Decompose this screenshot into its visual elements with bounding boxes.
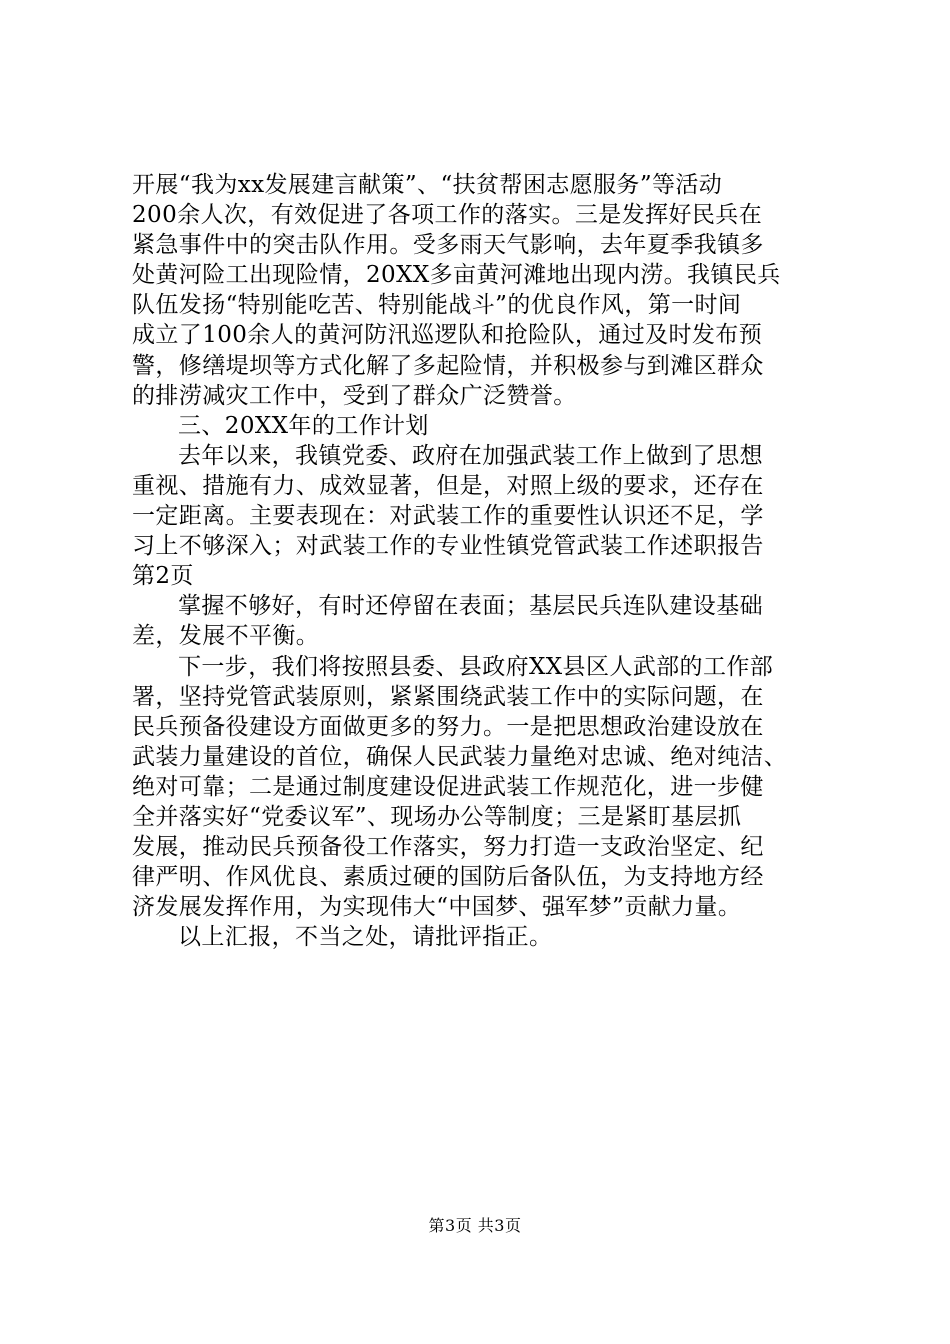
text-line: 发展，推动民兵预备役工作落实，努力打造一支政治坚定、纪	[132, 834, 764, 861]
section-heading: 三、20XX年的工作计划	[178, 412, 429, 439]
text-line: 警，修缮堤坝等方式化解了多起险情，并积极参与到滩区群众	[132, 352, 764, 379]
text-line: 掌握不够好，有时还停留在表面；基层民兵连队建设基础	[178, 593, 763, 620]
text-line: 的排涝减灾工作中，受到了群众广泛赞誉。	[132, 382, 577, 409]
text-line: 民兵预备役建设方面做更多的努力。一是把思想政治建设放在	[132, 713, 764, 740]
text-line: 紧急事件中的突击队作用。受多雨天气影响，去年夏季我镇多	[132, 232, 764, 259]
page-number: 第3页 共3页	[428, 1216, 522, 1235]
text-line: 全并落实好“党委议军”、现场办公等制度；三是紧盯基层抓	[132, 803, 742, 830]
text-line: 去年以来，我镇党委、政府在加强武装工作上做到了思想	[178, 442, 763, 469]
text-line: 队伍发扬“特别能吃苦、特别能战斗”的优良作风，第一时间	[132, 292, 742, 319]
text-line: 成立了100余人的黄河防汛巡逻队和抢险队，通过及时发布预	[132, 322, 763, 349]
text-line: 开展“我为xx发展建言献策”、“扶贫帮困志愿服务”等活动	[132, 172, 723, 198]
closing-line: 以上汇报，不当之处，请批评指正。	[178, 924, 553, 951]
text-line: 济发展发挥作用，为实现伟大“中国梦、强军梦”贡献力量。	[132, 894, 742, 921]
text-line: 200余人次，有效促进了各项工作的落实。三是发挥好民兵在	[132, 202, 763, 229]
text-line: 重视、措施有力、成效显著，但是，对照上级的要求，还存在	[132, 472, 764, 499]
text-line: 律严明、作风优良、素质过硬的国防后备队伍，为支持地方经	[132, 864, 764, 891]
text-line: 习上不够深入；对武装工作的专业性镇党管武装工作述职报告	[132, 533, 764, 560]
text-line: 第2页	[132, 563, 194, 590]
text-line: 差，发展不平衡。	[132, 623, 320, 650]
text-line: 一定距离。主要表现在：对武装工作的重要性认识还不足，学	[132, 503, 764, 530]
page-footer	[0, 1216, 950, 1236]
text-line: 处黄河险工出现险情，20XX多亩黄河滩地出现内涝。我镇民兵	[132, 262, 781, 289]
text-line: 武装力量建设的首位，确保人民武装力量绝对忠诚、绝对纯洁、	[132, 743, 788, 770]
text-line: 下一步，我们将按照县委、县政府XX县区人武部的工作部	[178, 653, 774, 680]
text-line: 署，坚持党管武装原则，紧紧围绕武装工作中的实际问题，在	[132, 683, 764, 710]
text-line: 绝对可靠；二是通过制度建设促进武装工作规范化，进一步健	[132, 773, 764, 800]
document-body	[132, 170, 832, 952]
